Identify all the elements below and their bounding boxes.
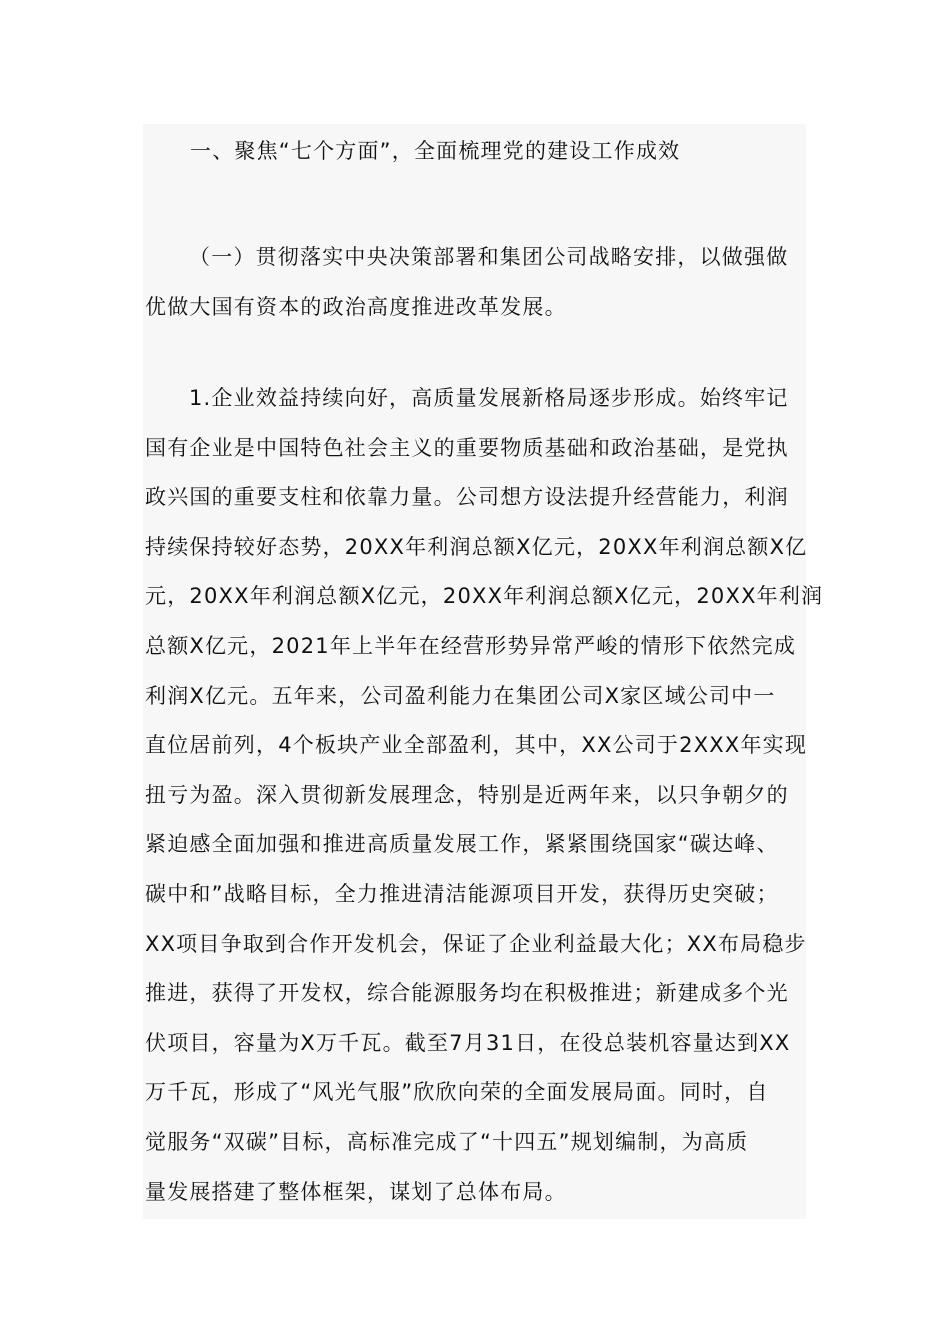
paragraph-line: 国有企业是中国特色社会主义的重要物质基础和政治基础，是党执: [145, 435, 789, 460]
paragraph-line: 万千瓦，形成了“风光气服”欣欣向荣的全面发展局面。同时，自: [145, 1080, 769, 1105]
body-paragraph: [145, 374, 824, 1217]
paragraph-line: 元，20XX年利润总额X亿元，20XX年利润总额X亿元，20XX年利润: [145, 584, 824, 609]
paragraph-line: 总额X亿元，2021年上半年在经营形势异常严峻的情形下依然完成: [145, 633, 797, 658]
paragraph-line: XX项目争取到合作开发机会，保证了企业利益最大化；XX布局稳步: [145, 931, 807, 956]
subsection-heading-line: 优做大国有资本的政治高度推进改革发展。: [145, 295, 567, 319]
paragraph-line: 直位居前列，4个板块产业全部盈利，其中，XX公司于2XXX年实现: [145, 733, 808, 758]
subsection-heading-line: （一）贯彻落实中央决策部署和集团公司战略安排，以做强做: [189, 245, 789, 269]
paragraph-line: 碳中和”战略目标，全力推进清洁能源项目开发，获得历史突破；: [145, 881, 779, 906]
section-heading: 一、聚焦“七个方面”，全面梳理党的建设工作成效: [190, 139, 681, 163]
paragraph-line: 利润X亿元。五年来，公司盈利能力在集团公司X家区域公司中一: [145, 683, 776, 708]
paragraph-line: 扭亏为盈。深入贯彻新发展理念，特别是近两年来，以只争朝夕的: [145, 782, 789, 807]
paragraph-line: 推进，获得了开发权，综合能源服务均在积极推进；新建成多个光: [145, 981, 789, 1006]
paragraph-line: 紧迫感全面加强和推进高质量发展工作，紧紧围绕国家“碳达峰、: [145, 832, 779, 857]
subsection-heading: [145, 232, 805, 332]
paragraph-line: 1.企业效益持续向好，高质量发展新格局逐步形成。始终牢记: [189, 386, 789, 410]
paragraph-line: 持续保持较好态势，20XX年利润总额X亿元，20XX年利润总额X亿: [145, 534, 808, 559]
paragraph-line: 政兴国的重要支柱和依靠力量。公司想方设法提升经营能力，利润: [145, 485, 789, 510]
paragraph-line: 伏项目，容量为X万千瓦。截至7月31日，在役总装机容量达到XX: [145, 1030, 791, 1055]
paragraph-line: 觉服务“双碳”目标，高标准完成了“十四五”规划编制，为高质: [145, 1129, 749, 1154]
paragraph-line: 量发展搭建了整体框架，谋划了总体布局。: [145, 1179, 567, 1204]
